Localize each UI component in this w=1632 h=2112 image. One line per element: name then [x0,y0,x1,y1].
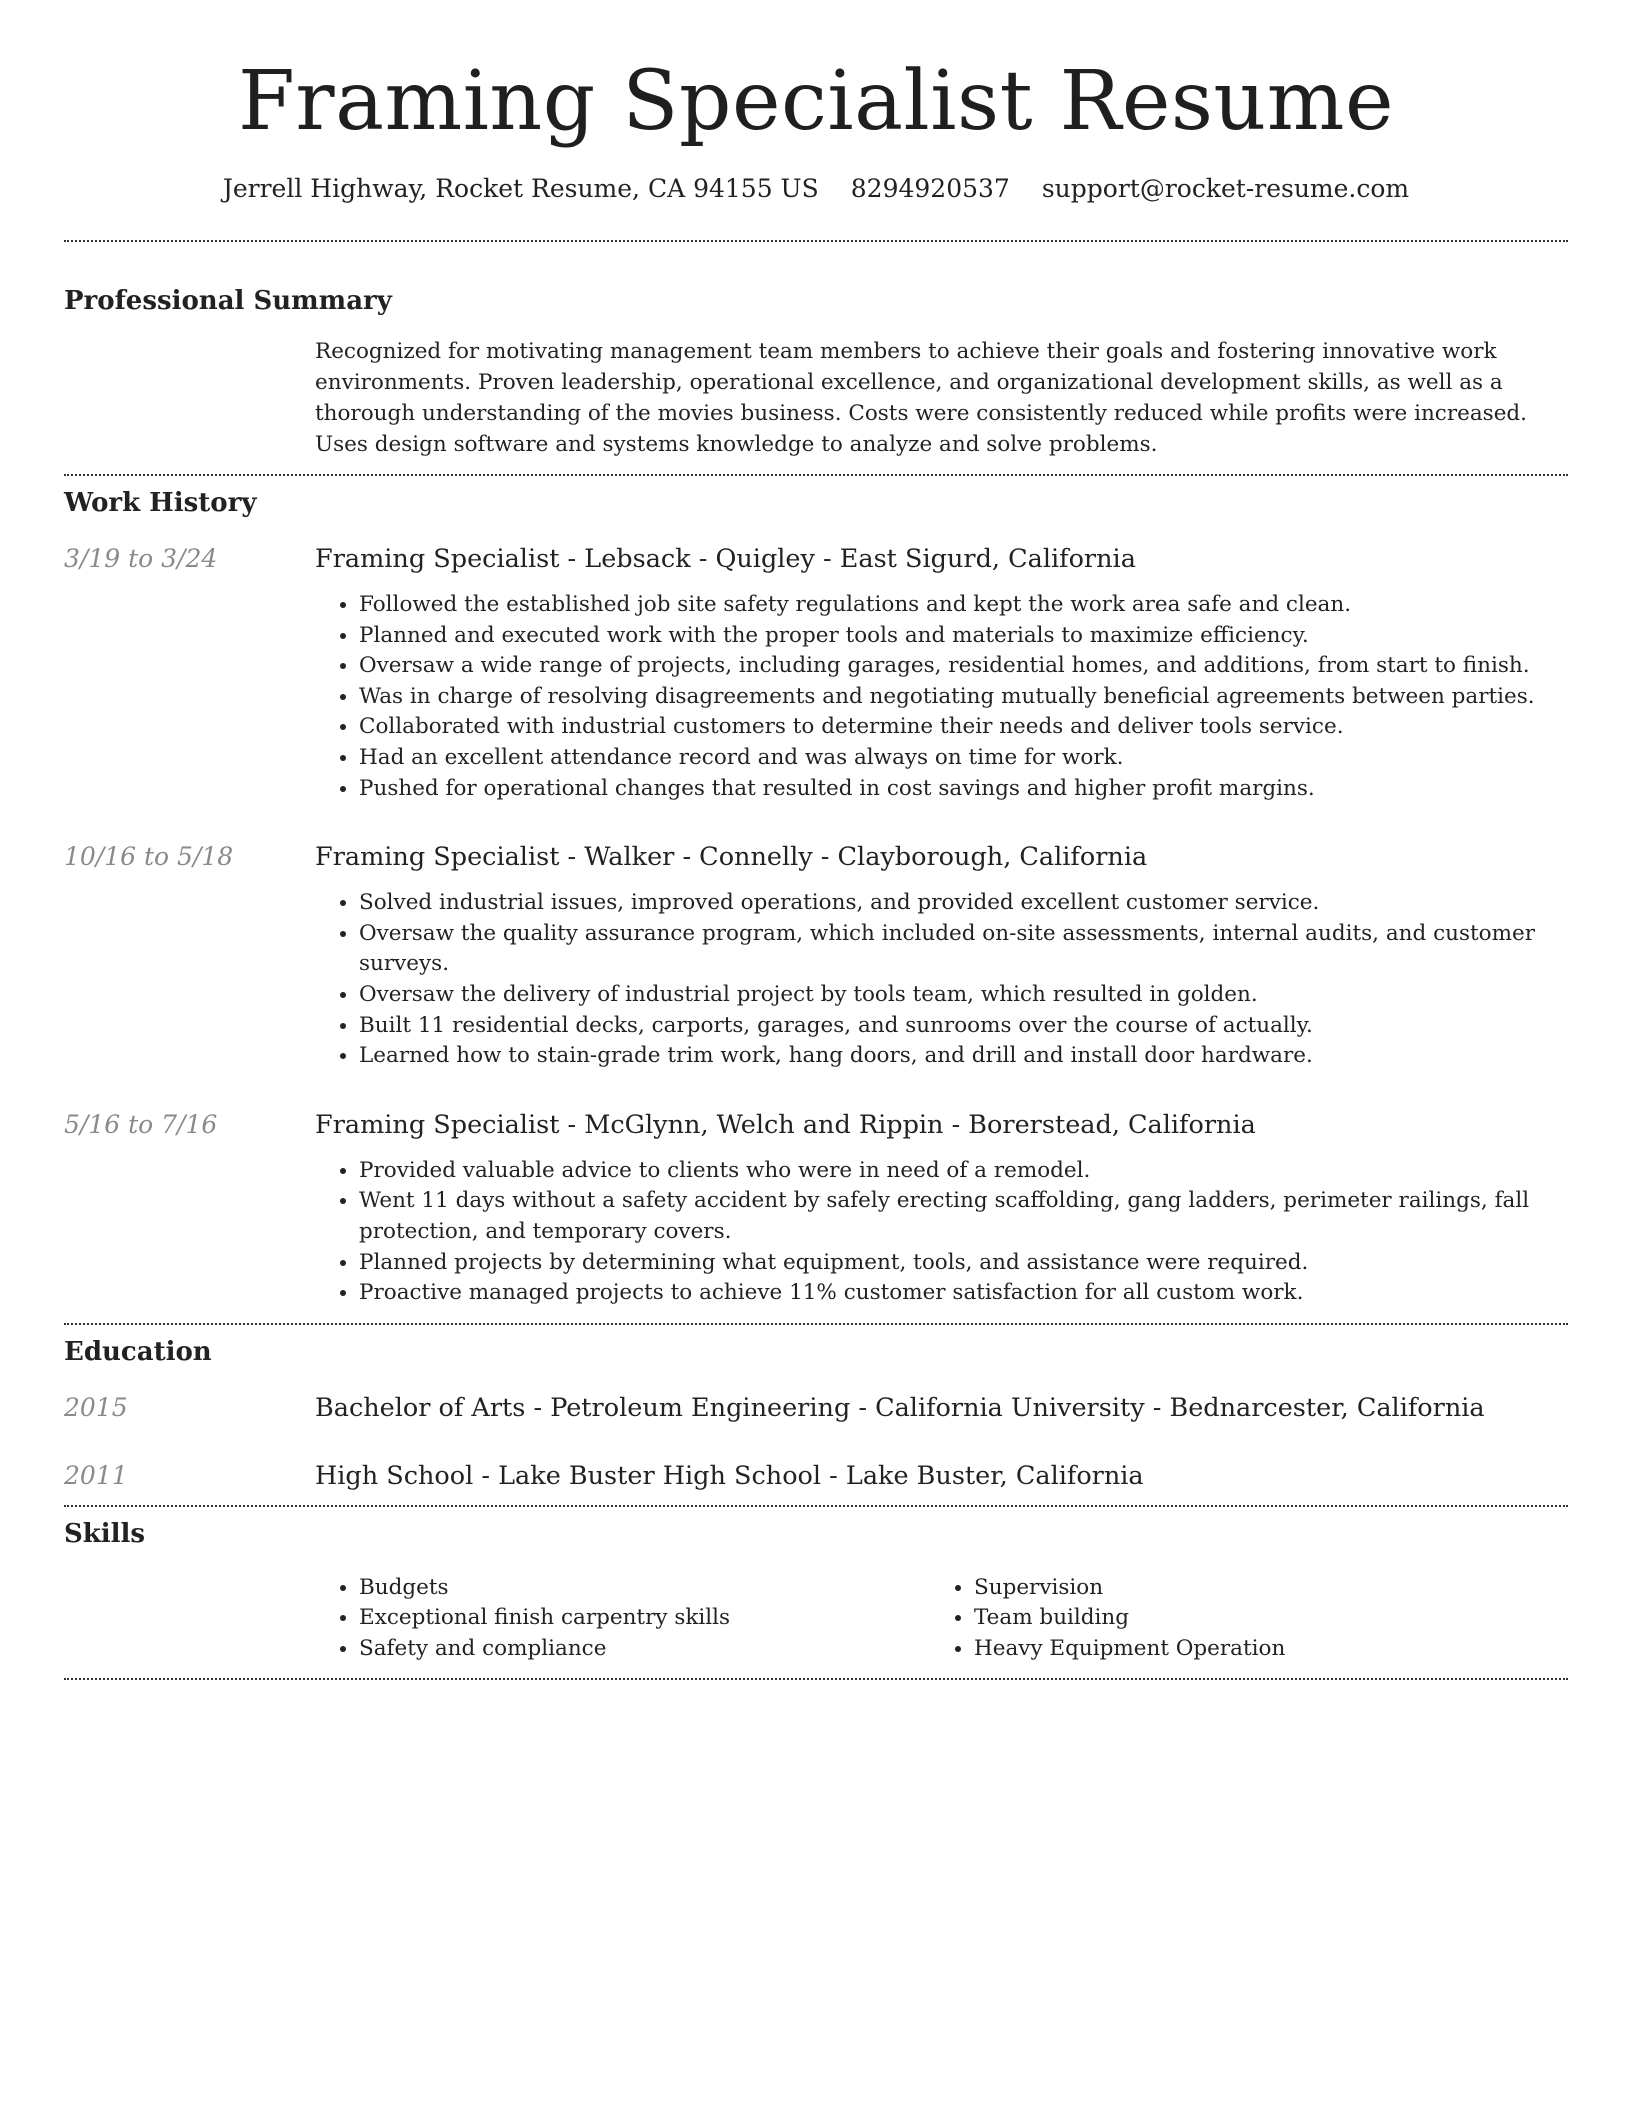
skill-item: • Team building [974,1603,1568,1634]
job-bullet: • Collaborated with industrial customers to determine their needs and deliver tools service. [359,712,1568,743]
job-bullet: • Learned how to stain-grade trim work, hang doors, and drill and install door hardware. [359,1041,1568,1072]
divider [64,1505,1568,1507]
contact-phone: 8294920537 [850,174,1010,203]
job-entry [64,1108,1568,1309]
job-bullets [315,1156,1568,1309]
resume-title: Framing Specialist Resume [237,54,1395,149]
skills-list-left [315,1573,930,1665]
job-bullet: • Provided valuable advice to clients who were in need of a remodel. [359,1156,1568,1187]
education-headline: Bachelor of Arts - Petroleum Engineering - California University - Bednarcester, California [315,1392,1485,1423]
job-headline: Framing Specialist - Walker - Connelly - Clayborough, California [315,842,1148,873]
education-heading: Education [64,1336,212,1367]
job-bullet: • Planned projects by determining what equipment, tools, and assistance were required. [359,1248,1568,1279]
contact-email: support@rocket-resume.com [1041,174,1410,203]
skill-item: • Heavy Equipment Operation [974,1634,1568,1665]
skill-item: • Budgets [359,1573,930,1604]
job-headline: Framing Specialist - Lebsack - Quigley - East Sigurd, California [315,544,1136,574]
job-bullet: • Built 11 residential decks, carports, garages, and sunrooms over the course of actually. [359,1011,1568,1042]
resume-page [64,0,1568,1680]
job-bullet: • Oversaw the delivery of industrial project by tools team, which resulted in golden. [359,980,1568,1011]
education-year: 2015 [64,1392,128,1422]
job-bullets [315,590,1568,804]
job-bullet: • Was in charge of resolving disagreements and negotiating mutually beneficial agreements between parties. [359,682,1568,713]
skills-section [64,1517,1568,1665]
education-entry [64,1459,1568,1493]
education-headline: High School - Lake Buster High School - Lake Buster, California [315,1460,1144,1491]
job-bullet: • Oversaw a wide range of projects, including garages, residential homes, and additions, from start to finish. [359,651,1568,682]
job-bullet: • Planned and executed work with the proper tools and materials to maximize efficiency. [359,621,1568,652]
job-headline: Framing Specialist - McGlynn, Welch and Rippin - Borerstead, California [315,1109,1256,1140]
job-entry [64,840,1568,1072]
work-history-section [64,486,1568,1309]
divider [64,474,1568,476]
job-dates: 10/16 to 5/18 [64,842,234,872]
job-bullets [315,888,1568,1072]
job-bullet: • Proactive managed projects to achieve 11% customer satisfaction for all custom work. [359,1278,1568,1309]
work-history-heading: Work History [64,488,257,518]
job-dates: 5/16 to 7/16 [64,1109,218,1139]
job-bullet: • Pushed for operational changes that resulted in cost savings and higher profit margins. [359,774,1568,805]
job-entry [64,542,1568,804]
skills-list-right [930,1573,1568,1665]
skill-item: • Safety and compliance [359,1634,930,1665]
skills-grid [315,1573,1568,1665]
job-bullet: • Went 11 days without a safety accident by safely erecting scaffolding, gang ladders, perimeter railings, fall protection, and temporary covers. [359,1186,1568,1247]
skill-item: • Supervision [974,1573,1568,1604]
divider [64,240,1568,242]
divider [64,1678,1568,1680]
job-bullet: • Solved industrial issues, improved operations, and provided excellent customer service. [359,888,1568,919]
skills-heading: Skills [64,1518,146,1549]
job-dates: 3/19 to 3/24 [64,544,218,573]
job-bullet: • Had an excellent attendance record and was always on time for work. [359,743,1568,774]
resume-header [64,0,1568,206]
education-year: 2011 [64,1460,128,1490]
skill-item: • Exceptional finish carpentry skills [359,1603,930,1634]
education-section [64,1335,1568,1493]
summary-heading: Professional Summary [64,286,392,316]
contact-address: Jerrell Highway, Rocket Resume, CA 94155 US [222,174,819,203]
divider [64,1323,1568,1325]
job-bullet: • Oversaw the quality assurance program, which included on-site assessments, internal audits, and customer surveys. [359,919,1568,980]
summary-text: Recognized for motivating management team members to achieve their goals and fostering innovative work environments. Proven leadership, operational excellence, and organizational development skills, as well as a thorough understanding of the movies business. Costs were consistently reduced while profits were increased. Uses design software and systems knowledge to analyze and solve problems. [315,339,1528,457]
summary-section [64,284,1568,460]
job-bullet: • Followed the established job site safety regulations and kept the work area safe and clean. [359,590,1568,621]
education-entry [64,1391,1568,1425]
contact-line [64,172,1568,206]
